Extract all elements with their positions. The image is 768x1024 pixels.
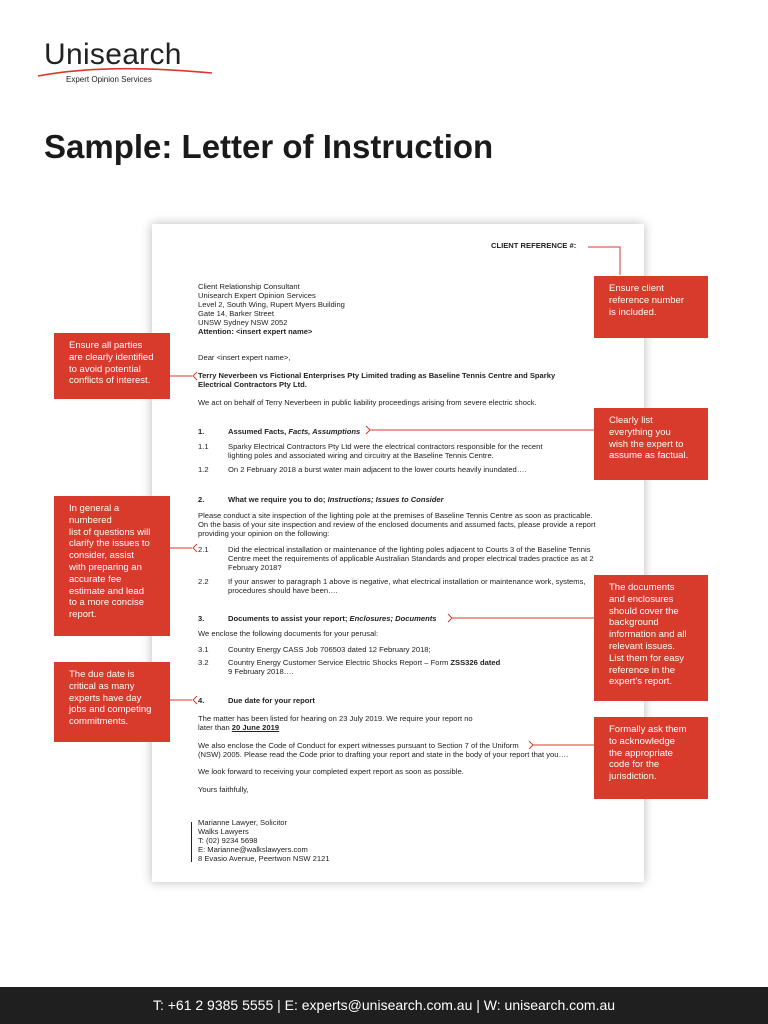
footer-contact-text: T: +61 2 9385 5555 | E: experts@unisearch.com.au | W: unisearch.com.au bbox=[152, 997, 616, 1013]
item-number: 2.1 bbox=[198, 545, 209, 554]
signature-line: T: (02) 9234 5698 bbox=[198, 836, 258, 845]
item-number: 2.2 bbox=[198, 577, 209, 586]
signoff: Yours faithfully, bbox=[198, 785, 249, 794]
callout-code-of-conduct: Formally ask them to acknowledge the appropriate code for the jurisdiction. bbox=[594, 717, 708, 799]
paragraph-line: On the basis of your site inspection and review of the enclosed documents and assumed facts, please provide a report bbox=[198, 520, 596, 529]
attention-line: Attention: <insert expert name> bbox=[198, 327, 313, 336]
section-heading-documents: Documents to assist your report; Enclosures; Documents bbox=[228, 614, 437, 623]
item-text: February 2018? bbox=[228, 563, 282, 572]
logo-name: Unisearch bbox=[44, 38, 182, 71]
paragraph-line: We also enclose the Code of Conduct for expert witnesses pursuant to Section 7 of the Uniform bbox=[198, 741, 519, 750]
address-line: Level 2, South Wing, Rupert Myers Building bbox=[198, 300, 345, 309]
salutation: Dear <insert expert name>, bbox=[198, 353, 291, 362]
paragraph-line: We look forward to receiving your completed expert report as soon as possible. bbox=[198, 767, 464, 776]
section-number: 4. bbox=[198, 696, 205, 705]
due-date-line: later than 20 June 2019 bbox=[198, 723, 280, 732]
intro-paragraph: We act on behalf of Terry Neverbeen in public liability proceedings arising from severe electric shock. bbox=[198, 398, 537, 407]
callout-client-reference: Ensure client reference number is included. bbox=[594, 276, 708, 338]
item-number: 3.2 bbox=[198, 658, 209, 667]
callout-documents: The documents and enclosures should cover the background information and all relevant issues. List them for easy reference in the expert's report. bbox=[594, 575, 708, 701]
address-line: Unisearch Expert Opinion Services bbox=[198, 291, 316, 300]
item-text: 9 February 2018…. bbox=[228, 667, 294, 676]
signature-line: E: Marianne@walkslawyers.com bbox=[198, 845, 308, 854]
callout-assumed-facts: Clearly list everything you wish the expert to assume as factual. bbox=[594, 408, 708, 480]
item-text: Country Energy Customer Service Electric Shocks Report – Form ZSS326 dated bbox=[228, 658, 501, 667]
item-text: Centre meet the requirements of applicable Australian Standards and proper electrical trades practice as at 2 bbox=[228, 554, 594, 563]
address-line: UNSW Sydney NSW 2052 bbox=[198, 318, 288, 327]
signature-line: Walks Lawyers bbox=[198, 827, 249, 836]
item-number: 1.2 bbox=[198, 465, 209, 474]
contact-footer bbox=[0, 987, 768, 1024]
callout-due-date: The due date is critical as many experts have day jobs and competing commitments. bbox=[54, 662, 170, 742]
item-number: 1.1 bbox=[198, 442, 209, 451]
item-text: If your answer to paragraph 1 above is negative, what electrical installation or maintenance work, systems, bbox=[228, 577, 586, 586]
client-reference: CLIENT REFERENCE #: bbox=[491, 241, 577, 250]
address-line: Gate 14, Barker Street bbox=[198, 309, 274, 318]
callout-parties: Ensure all parties are clearly identified to avoid potential conflicts of interest. bbox=[54, 333, 170, 399]
item-text: Did the electrical installation or maintenance of the lighting poles adjacent to Courts 3 of the Baseline Tennis bbox=[228, 545, 591, 554]
paragraph-line: (NSW) 2005. Please read the Code prior to drafting your report and state in the body of your report that you…. bbox=[198, 750, 569, 759]
paragraph-line: Please conduct a site inspection of the lighting pole at the premises of Baseline Tennis Centre as soon as practicable. bbox=[198, 511, 593, 520]
item-text: Sparky Electrical Contractors Pty Ltd were the electrical contractors responsible for the recent bbox=[228, 442, 543, 451]
section-number: 1. bbox=[198, 427, 205, 436]
matter-title: Terry Neverbeen vs Fictional Enterprises Pty Limited trading as Baseline Tennis Centre and Sparky bbox=[198, 371, 556, 380]
callout-questions: In general a numbered list of questions will clarify the issues to consider, assist with preparing an accurate fee estimate and lead to a more concise report. bbox=[54, 496, 170, 636]
section-heading-due-date: Due date for your report bbox=[228, 696, 315, 705]
paragraph-line: We enclose the following documents for your perusal: bbox=[198, 629, 379, 638]
section-number: 3. bbox=[198, 614, 205, 623]
logo-tagline: Expert Opinion Services bbox=[66, 75, 152, 84]
item-text: On 2 February 2018 a burst water main adjacent to the lower courts heavily inundated…. bbox=[228, 465, 527, 474]
section-heading-instructions: What we require you to do; Instructions; Issues to Consider bbox=[228, 495, 444, 504]
section-heading-assumed-facts: Assumed Facts, Facts, Assumptions bbox=[228, 427, 361, 436]
section-number: 2. bbox=[198, 495, 205, 504]
item-text: procedures should have been…. bbox=[228, 586, 338, 595]
paragraph-line: The matter has been listed for hearing on 23 July 2019. We require your report no bbox=[198, 714, 473, 723]
item-number: 3.1 bbox=[198, 645, 209, 654]
paragraph-line: providing your opinion on the following: bbox=[198, 529, 330, 538]
page-title: Sample: Letter of Instruction bbox=[44, 128, 494, 165]
matter-title: Electrical Contractors Pty Ltd. bbox=[198, 380, 307, 389]
address-line: Client Relationship Consultant bbox=[198, 282, 300, 291]
signature-line: 8 Evasio Avenue, Peertwon NSW 2121 bbox=[198, 854, 330, 863]
item-text: lighting poles and associated wiring and circuitry at the Baseline Tennis Centre. bbox=[228, 451, 494, 460]
item-text: Country Energy CASS Job 706503 dated 12 February 2018; bbox=[228, 645, 431, 654]
signature-line: Marianne Lawyer, Solicitor bbox=[198, 818, 288, 827]
